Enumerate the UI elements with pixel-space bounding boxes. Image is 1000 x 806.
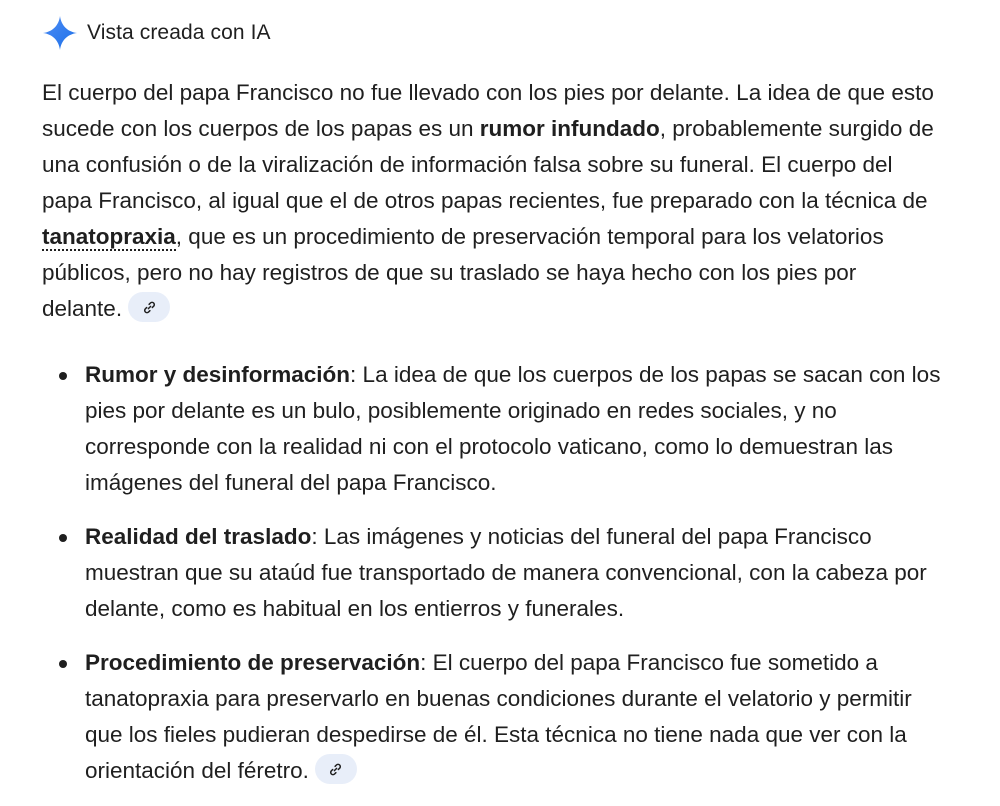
bullet-2-line-2: muestran que su ataúd fue transportado de manera convencional, con la cabeza por [85,560,927,585]
link-icon [328,762,343,777]
bullet-3-title: Procedimiento de preservación [85,650,421,675]
bullet-3-line-1-text: : El cuerpo del papa Francisco fue sometido a [420,650,878,675]
bullet-text [85,519,927,627]
bullet-3-line-4 [85,753,912,789]
bullet-1-line-2: pies por delante es un bulo, posiblemente originado en redes sociales, y no [85,398,837,423]
bullet-3-line-3: que los fieles pudieran despedirse de él. Esta técnica no tiene nada que ver con la [85,722,907,747]
tanatopraxia-term-link[interactable]: tanatopraxia [42,224,176,249]
link-icon [142,300,157,315]
bullet-2-line-1 [85,519,927,555]
bullet-text [85,357,940,501]
bullet-3-line-4-text: orientación del féretro. [85,758,309,783]
rumor-infundado-bold: rumor infundado [479,116,660,141]
bullet-2-line-1-text: : Las imágenes y noticias del funeral del papa Francisco [311,524,872,549]
bullet-3-line-2: tanatopraxia para preservarlo en buenas condiciones durante el velatorio y permitir [85,686,912,711]
bullet-dot [59,660,67,668]
intro-line-3: una confusión o de la viralización de información falsa sobre su funeral. El cuerpo del [42,152,893,177]
intro-line-2-text-a: sucede con los cuerpos de los papas es un [42,116,480,141]
intro-line-4: papa Francisco, al igual que el de otros papas recientes, fue preparado con la técnica de [42,188,928,213]
bullet-1-line-4: imágenes del funeral del papa Francisco. [85,470,497,495]
source-link-button[interactable] [315,754,357,784]
bullet-2-line-3: delante, como es habitual en los entierros y funerales. [85,596,625,621]
source-link-button[interactable] [128,292,170,322]
bullet-1-line-1 [85,357,940,393]
ai-overview-header [42,14,271,52]
intro-paragraph [42,75,1000,327]
bullet-text [85,645,912,789]
intro-line-2-text-c: , probablemente surgido de [659,116,934,141]
bullet-dot [59,372,67,380]
intro-line-7 [42,291,1000,327]
intro-line-2 [42,111,1000,147]
intro-line-5 [42,219,1000,255]
bullet-1-title: Rumor y desinformación [85,362,351,387]
bullet-3-line-1 [85,645,912,681]
intro-line-5-text-b: , que es un procedimiento de preservación temporal para los velatorios [175,224,884,249]
bullet-dot [59,534,67,542]
intro-line-7-text: delante. [42,296,123,321]
intro-line-6: públicos, pero no hay registros de que su traslado se haya hecho con los pies por [42,260,857,285]
intro-line-1: El cuerpo del papa Francisco no fue llevado con los pies por delante. La idea de que esto [42,80,934,105]
sparkle-icon [42,15,78,51]
bullet-1-line-1-text: : La idea de que los cuerpos de los papas se sacan con los [350,362,941,387]
ai-overview-title: Vista creada con IA [87,21,271,44]
bullet-1-line-3: corresponde con la realidad ni con el protocolo vaticano, como lo demuestran las [85,434,893,459]
bullet-2-title: Realidad del traslado [85,524,312,549]
